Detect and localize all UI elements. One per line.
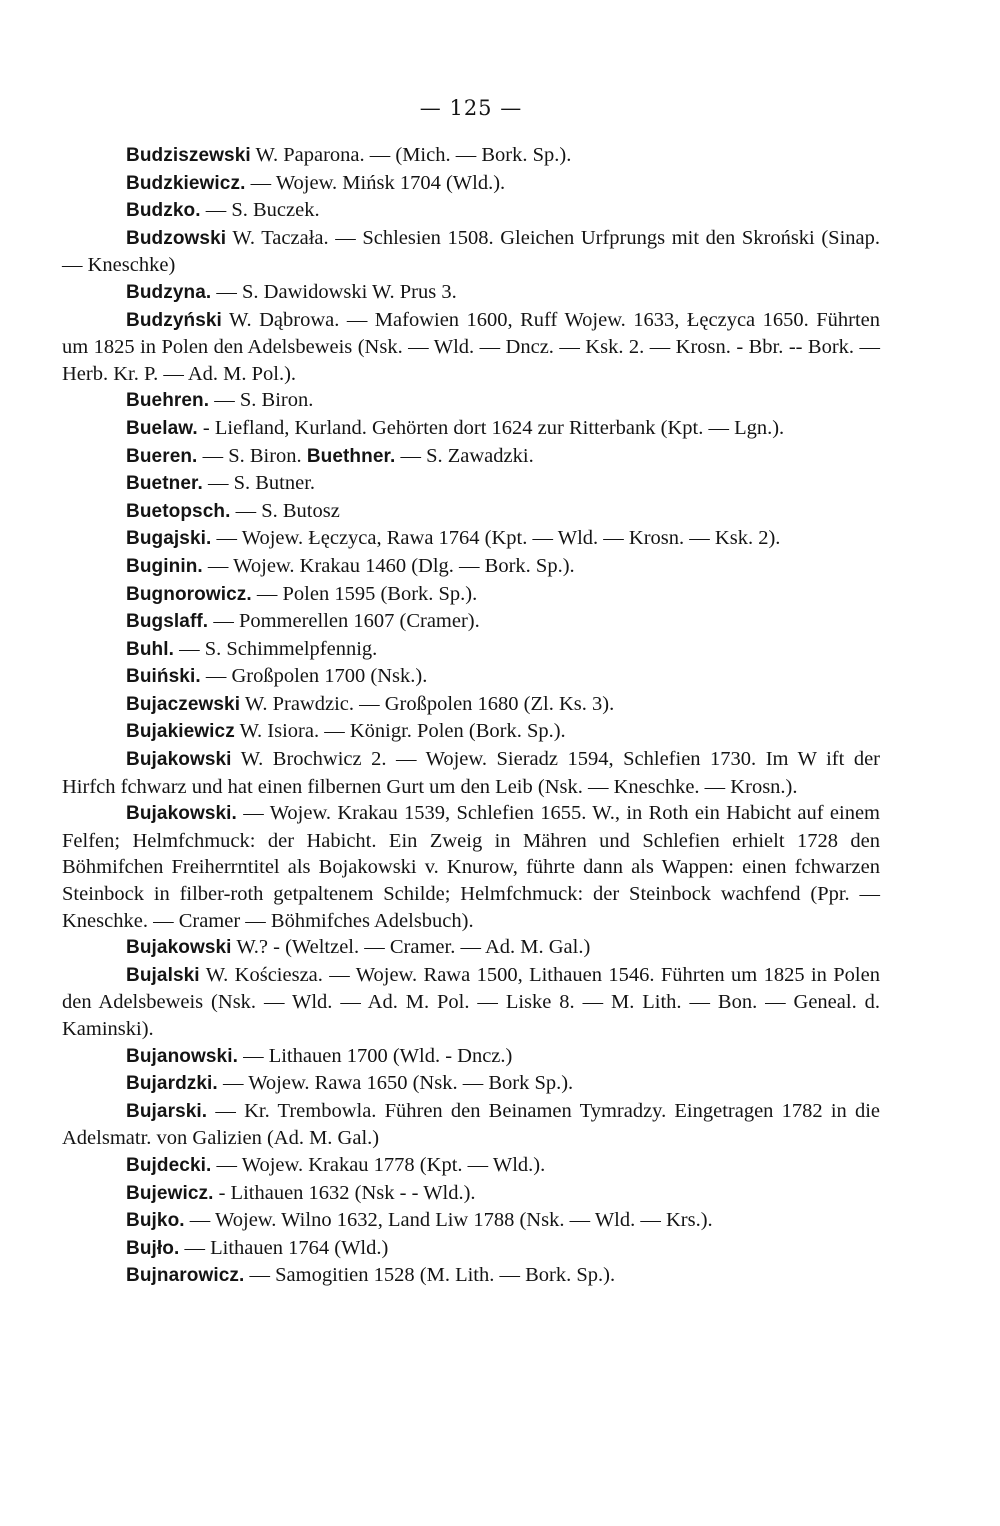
entry-text: — Wojew. Wilno 1632, Land Liw 1788 (Nsk. — Wld. — Krs.). (189, 1209, 713, 1232)
entry (62, 1043, 880, 1071)
entry-text: — Wojew. Krakau 1460 (Dlg. — Bork. Sp.). (207, 554, 575, 577)
entry-text: - Lithauen 1632 (Nsk - - Wld.). (218, 1181, 476, 1204)
entry-text: — Wojew. Rawa 1650 (Nsk. — Bork Sp.). (222, 1072, 574, 1095)
entry-text: — Pommerellen 1607 (Cramer). (213, 610, 480, 633)
entry (62, 581, 880, 609)
entry-text: — S. Biron. (202, 444, 302, 467)
entry (62, 608, 880, 636)
entry-text: — S. Biron. (214, 389, 314, 412)
entry-text: — Lithauen 1700 (Wld. - Dncz.) (243, 1044, 513, 1067)
entry-headword: Bujakiewicz (126, 721, 235, 743)
entry-list (62, 142, 880, 1290)
entry-text: — S. Schimmelpfennig. (179, 637, 378, 660)
entry-text: — Lithauen 1764 (Wld.) (184, 1236, 389, 1259)
entry-headword: Budzkiewicz. (126, 172, 246, 194)
entry-headword: Budzyński (126, 309, 222, 331)
entry-text: W.? - (Weltzel. — Cramer. — Ad. M. Gal.) (236, 936, 591, 959)
entry-headword: Bugnorowicz. (126, 583, 252, 605)
entry (62, 443, 880, 471)
entry-text: W. Paparona. — (Mich. — Bork. Sp.). (255, 144, 572, 166)
entry-text: — Wojew. Krakau 1778 (Kpt. — Wld.). (216, 1153, 546, 1176)
entry-headword: Bugslaff. (126, 611, 209, 633)
entry-headword: Bujdecki. (126, 1154, 212, 1176)
page-number: — 125 — (419, 96, 523, 120)
entry-text: — Wojew. Krakau 1539, Schlefien 1655. W., in Roth ein Habicht auf einem Felfen; Helmfchmuck: der Habicht. Ein Zweig in Mähren und Schlefien erhielt 1728 den Böhmifchen Freiherrntitel als Bojakowski v. Knurow, führte dann als Wappen: einen fchwarzen Steinbock in filber-roth getpaltenem Schilde; Helmfchmuck: der Steinbock wachfend (Ppr. — Kneschke. — Cramer — Böhmifches Adelsbuch). (62, 802, 880, 932)
entry-text: W. Kościesza. — Wojew. Rawa 1500, Lithauen 1546. Führten um 1825 in Polen den Adelsbeweis (Nsk. — Wld. — Ad. M. Pol. — Liske 8. — M. Lith. — Bon. — Geneal. d. Kaminski). (62, 963, 880, 1040)
entry (62, 387, 880, 415)
entry-text: — Kr. Trembowla. Führen den Beinamen Tymradzy. Eingetragen 1782 in die Adelsmatr. von Galizien (Ad. M. Gal.) (62, 1099, 881, 1150)
entry (62, 800, 880, 934)
entry-headword: Bujko. (126, 1210, 185, 1232)
entry-headword: Bujnarowicz. (126, 1265, 245, 1287)
entry-text: — S. Butosz (235, 499, 340, 522)
entry (62, 1070, 880, 1098)
entry-headword: Bujakowski (126, 749, 232, 771)
entry (62, 934, 880, 962)
entry-headword: Buelaw. (126, 417, 198, 439)
entry (62, 962, 880, 1043)
entry-text: — S. Butner. (207, 472, 316, 495)
entry (62, 470, 880, 498)
entry-headword: Bujło. (126, 1237, 180, 1259)
entry-headword: Buiński. (126, 666, 201, 688)
entry-text: W. Isiora. — Königr. Polen (Bork. Sp.). (239, 720, 566, 743)
entry-text: — Wojew. Łęczyca, Rawa 1764 (Kpt. — Wld. — Krosn. — Ksk. 2). (216, 527, 781, 550)
entry (62, 142, 880, 170)
entry (62, 636, 880, 664)
entry-headword: Bujanowski. (126, 1045, 238, 1067)
entry-text: W. Prawdzic. — Großpolen 1680 (Zl. Ks. 3). (244, 692, 615, 715)
entry-text: — Samogitien 1528 (M. Lith. — Bork. Sp.). (249, 1264, 616, 1287)
entry (62, 197, 880, 225)
entry-headword: Bujakowski (126, 937, 232, 959)
entry-text: W. Taczała. — Schlesien 1508. Gleichen Urfprungs mit den Skroński (Sinap. — Kneschke) (62, 226, 880, 277)
entry-headword: Buginin. (126, 555, 203, 577)
entry-text: — Polen 1595 (Bork. Sp.). (256, 582, 478, 605)
entry (62, 718, 880, 746)
entry (62, 746, 880, 800)
entry-headword: Budzowski (126, 227, 227, 249)
entry-headword: Buetner. (126, 473, 203, 495)
entry (62, 1262, 880, 1290)
entry (62, 691, 880, 719)
entry-headword: Bugajski. (126, 528, 212, 550)
entry-headword: Bujardzki. (126, 1073, 218, 1095)
entry-headword: Budzko. (126, 200, 201, 222)
entry (62, 663, 880, 691)
entry (62, 279, 880, 307)
entry-text: — S. Dawidowski W. Prus 3. (216, 280, 457, 303)
entry (62, 1235, 880, 1263)
entry (62, 1152, 880, 1180)
entry-headword: Bujalski (126, 964, 200, 986)
entry-text: — Großpolen 1700 (Nsk.). (205, 665, 428, 688)
entry-headword: Bujarski. (126, 1100, 208, 1122)
entry-headword: Bujewicz. (126, 1182, 214, 1204)
entry-text: W. Dąbrowa. — Mafowien 1600, Ruff Wojew. 1633, Łęczyca 1650. Führten um 1825 in Polen den Adelsbeweis (Nsk. — Wld. — Dncz. — Ksk. 2. — Krosn. - Bbr. -- Bork. — Herb. Kr. P. — Ad. M. Pol.). (62, 308, 880, 385)
entry-headword: Bujaczewski (126, 693, 241, 715)
entry-headword: Buehren. (126, 390, 210, 412)
entry-headword: Buetopsch. (126, 500, 231, 522)
entry-headword: Buethner. (306, 445, 396, 467)
entry-text: — Wojew. Mińsk 1704 (Wld.). (250, 171, 506, 194)
entry-headword: Budzyna. (126, 281, 212, 303)
entry (62, 1180, 880, 1208)
entry-headword: Bujakowski. (126, 803, 237, 825)
entry (62, 415, 880, 443)
entry (62, 553, 880, 581)
entry-text: — S. Zawadzki. (400, 444, 534, 467)
entry-text: - Liefland, Kurland. Gehörten dort 1624 zur Ritterbank (Kpt. — Lgn.). (202, 416, 785, 439)
entry (62, 1207, 880, 1235)
entry-headword: Buhl. (126, 638, 174, 660)
entry (62, 307, 880, 388)
entry (62, 225, 880, 279)
entry (62, 170, 880, 198)
entry-headword: Budziszewski (126, 145, 251, 166)
entry-text: — S. Buczek. (205, 199, 320, 222)
entry (62, 1098, 880, 1152)
entry (62, 498, 880, 526)
entry-text: W. Brochwicz 2. — Wojew. Sieradz 1594, Schlefien 1730. Im W ift der Hirfch fchwarz und hat einen filbernen Gurt um den Leib (Nsk. — Kneschke. — Krosn.). (62, 748, 880, 798)
entry (62, 525, 880, 553)
entry-headword: Bueren. (126, 445, 198, 467)
